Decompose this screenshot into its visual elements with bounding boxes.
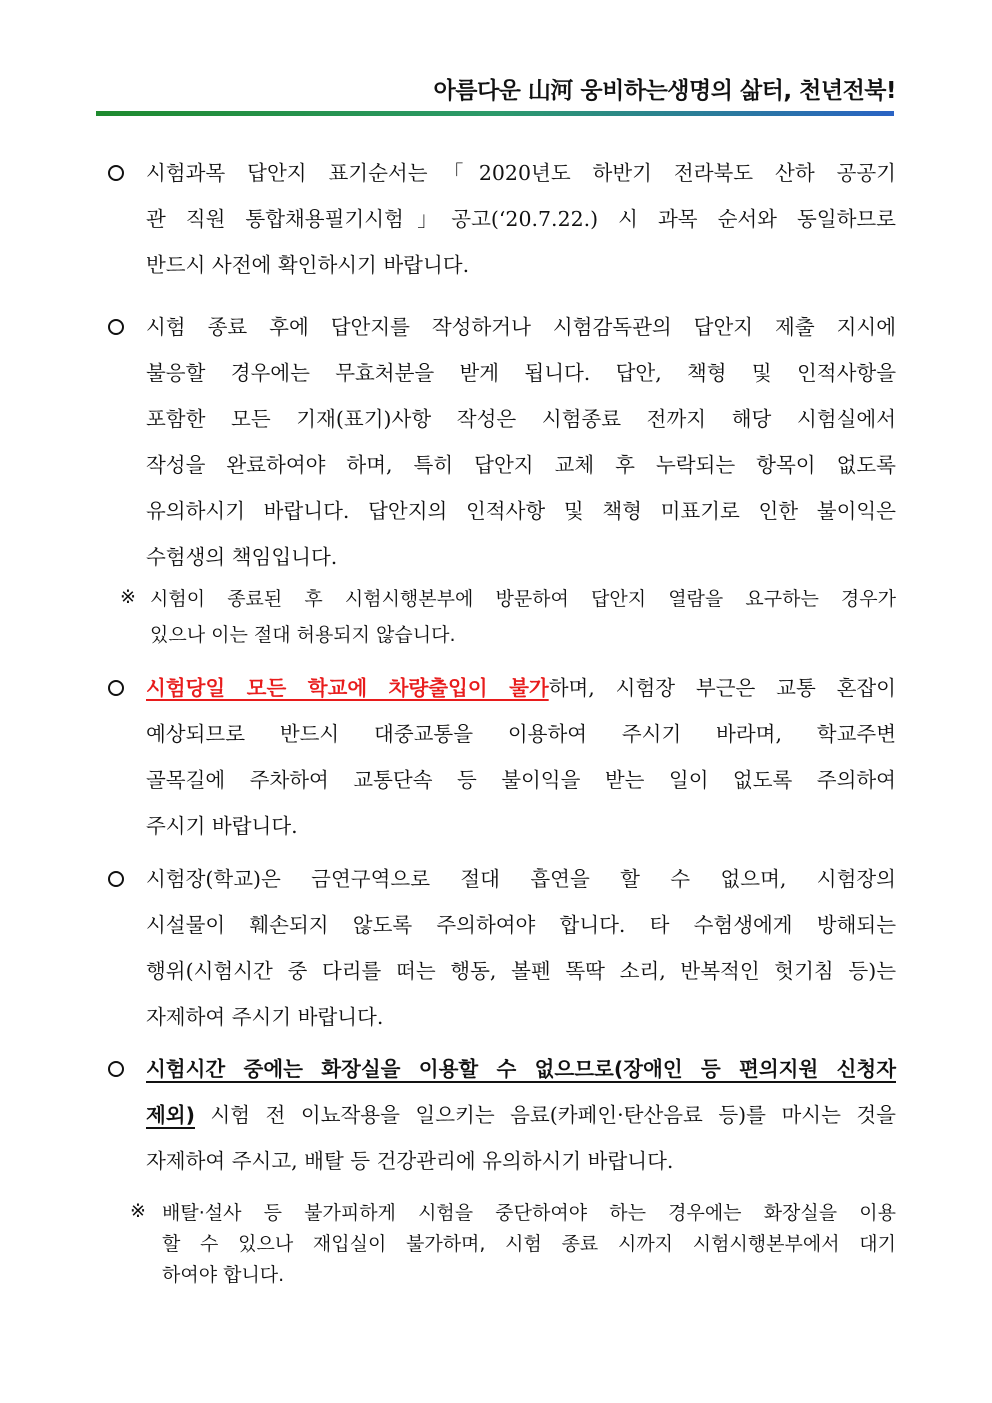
- notice-line: 작성을 완료하여야 하며, 특히 답안지 교체 후 누락되는 항목이 없도록: [146, 453, 896, 477]
- notice-line: 시험장(학교)은 금연구역으로 절대 흡연을 할 수 없으며, 시험장의: [146, 867, 896, 891]
- notice-line: 자제하여 주시고, 배탈 등 건강관리에 유의하시기 바랍니다.: [146, 1149, 674, 1173]
- notice-text: 하며, 시험장 부근은 교통 혼잡이: [548, 676, 896, 700]
- notice-line: [146, 673, 896, 703]
- circle-bullet-icon: [108, 165, 124, 181]
- header-divider: [96, 111, 894, 116]
- notice-line: 불응할 경우에는 무효처분을 받게 됩니다. 답안, 책형 및 인적사항을: [146, 361, 896, 385]
- notice-line: 행위(시험시간 중 다리를 떠는 행동, 볼펜 똑딱 소리, 반복적인 헛기침 등)는: [146, 959, 896, 983]
- highlight-warning: 시험당일 모든 학교에 차량출입이 불가: [146, 676, 549, 700]
- circle-bullet-icon: [108, 871, 124, 887]
- notice-line: 유의하시기 바랍니다. 답안지의 인적사항 및 책형 미표기로 인한 불이익은: [146, 499, 896, 523]
- notice-line: 자제하여 주시기 바랍니다.: [146, 1005, 384, 1029]
- bold-warning: 제외): [146, 1103, 195, 1127]
- notice-line: 시험 종료 후에 답안지를 작성하거나 시험감독관의 답안지 제출 지시에: [146, 315, 896, 339]
- circle-bullet-icon: [108, 319, 124, 335]
- circle-bullet-icon: [108, 1061, 124, 1077]
- notice-line: 수험생의 책임입니다.: [146, 545, 338, 569]
- reference-mark-icon: ※: [130, 1200, 146, 1222]
- notice-line: 포함한 모든 기재(표기)사항 작성은 시험종료 전까지 해당 시험실에서: [146, 407, 896, 431]
- header-slogan: 아름다운 山河 웅비하는생명의 삶터, 천년전북!: [433, 78, 896, 104]
- notice-line: [146, 1100, 896, 1130]
- note-line: 하여야 합니다.: [162, 1264, 285, 1286]
- note-line: 배탈·설사 등 불가피하게 시험을 중단하여야 하는 경우에는 화장실을 이용: [162, 1202, 896, 1224]
- reference-mark-icon: ※: [120, 586, 136, 608]
- bold-warning: 시험시간 중에는 화장실을 이용할 수 없으므로(장애인 등 편의지원 신청자: [146, 1057, 896, 1081]
- notice-line: 반드시 사전에 확인하시기 바랍니다.: [146, 253, 470, 277]
- notice-line: 주시기 바랍니다.: [146, 814, 298, 838]
- notice-line: 관 직원 통합채용필기시험」공고(‘20.7.22.) 시 과목 순서와 동일하므로: [146, 207, 896, 231]
- note-line: 있으나 이는 절대 허용되지 않습니다.: [150, 624, 456, 646]
- notice-line: 시설물이 훼손되지 않도록 주의하여야 합니다. 타 수험생에게 방해되는: [146, 913, 896, 937]
- notice-text: 시험 전 이뇨작용을 일으키는 음료(카페인·탄산음료 등)를 마시는 것을: [194, 1103, 896, 1127]
- notice-line: 골목길에 주차하여 교통단속 등 불이익을 받는 일이 없도록 주의하여: [146, 768, 896, 792]
- circle-bullet-icon: [108, 680, 124, 696]
- note-line: 할 수 있으나 재입실이 불가하며, 시험 종료 시까지 시험시행본부에서 대기: [162, 1233, 896, 1255]
- note-line: 시험이 종료된 후 시험시행본부에 방문하여 답안지 열람을 요구하는 경우가: [150, 588, 896, 610]
- notice-line: 예상되므로 반드시 대중교통을 이용하여 주시기 바라며, 학교주변: [146, 722, 896, 746]
- notice-line: 시험과목 답안지 표기순서는「2020년도 하반기 전라북도 산하 공공기: [146, 161, 896, 185]
- notice-line: [146, 1054, 896, 1084]
